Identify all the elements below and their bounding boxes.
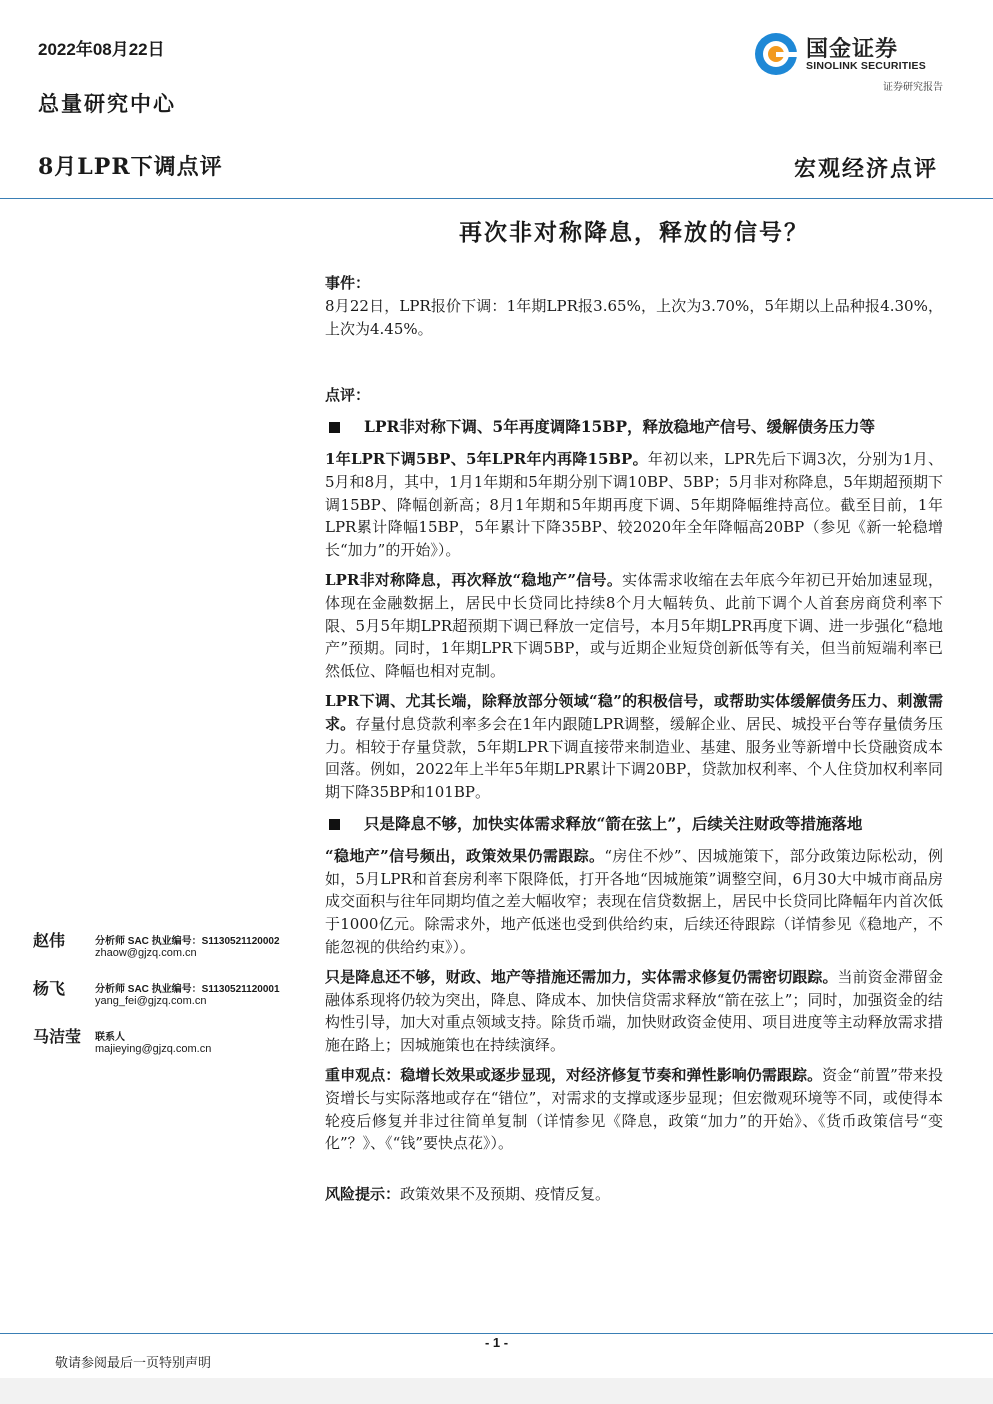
paragraph: 重申观点：稳增长效果或逐步显现，对经济修复节奏和弹性影响仍需跟踪。资金“前置”带来投资增长与实际落地或存在“错位”，对需求的支撑或逐步显现；但宏微观环境等不同，或使得本轮疫后修复并非过往简单复制（详情参见《降息，政策“加力”的开始》、《货币政策信号“变化”？》、《“钱”要快点花》）。: [325, 1065, 943, 1153]
footer-divider: [0, 1333, 993, 1334]
logo-mark-icon: [754, 32, 798, 76]
department-name: 总量研究中心: [38, 91, 176, 116]
analyst-email[interactable]: zhaow@gjzq.com.cn: [95, 947, 197, 959]
paragraph: LPR非对称降息，再次释放“稳地产”信号。实体需求收缩在去年底今年初已开始加速显现，体现在金融数据上，居民中长贷同比持续8个月大幅转负、此前下调个人首套房商贷利率下限、5月5年期LPR超预期下调已释放一定信号，本月5年期LPR再度下调、进一步强化“稳地产”预期。同时，1年期LPR下调5BP，或与近期企业短贷创新低等有关，但当前短端利率已然低位、降幅也相对克制。: [325, 570, 943, 681]
event-text: 8月22日，LPR报价下调：1年期LPR报3.65%，上次为3.70%，5年期以上品种报4.30%，上次为4.45%。: [325, 296, 943, 338]
analyst-entry: [33, 928, 313, 976]
report-date: 2022年08月22日: [38, 40, 165, 59]
company-logo: [754, 30, 944, 78]
analyst-list: [33, 928, 313, 1072]
paragraph: “稳地产”信号频出，政策效果仍需跟踪。“房住不炒”、因城施策下，部分政策边际松动，例如，5月LPR和首套房利率下限降低，打开各地“因城施策”调整空间，6月30大中城市商品房成交面积与往年同期均值之差大幅收窄；表现在信贷数据上，居民中长贷同比降幅年内首次低于1000亿元。除需求外，地产低迷也受到供给约束，后续还待跟踪（详情参见《稳地产，不能忽视的供给约束》）。: [325, 846, 943, 956]
header-divider: [0, 198, 993, 199]
risk-warning: 风险提示：政策效果不及预期、疫情反复。: [325, 1185, 611, 1204]
analyst-name: 杨飞: [33, 979, 66, 998]
analyst-role: 联系人: [95, 1032, 125, 1043]
paragraph: 1年LPR下调5BP、5年LPR年内再降15BP。年初以来，LPR先后下调3次，分别为1月、5月和8月，其中，1月1年期和5年期分别下调10BP、5BP；5月非对称降息，5年期超预期下调15BP、降幅创新高；8月1年期和5年期再度下调、5年期降幅维持高位。截至目前，1年LPR累计降幅15BP，5年累计下降35BP、较2020年全年降幅高20BP（参见《新一轮稳增长“加力”的开始》）。: [325, 449, 944, 560]
main-content: [325, 272, 943, 1206]
analyst-email[interactable]: yang_fei@gjzq.com.cn: [95, 995, 207, 1007]
analyst-role: 分析师 SAC 执业编号：S1130521120001: [95, 984, 280, 995]
analyst-name: 赵伟: [33, 931, 66, 950]
section-heading: 只是降息不够，加快实体需求释放“箭在弦上”，后续关注财政等措施落地: [325, 813, 943, 836]
analyst-entry: [33, 976, 313, 1024]
square-bullet-icon: [329, 422, 340, 433]
analyst-email[interactable]: majieying@gjzq.com.cn: [95, 1043, 212, 1055]
article-headline: 再次非对称降息，释放的信号？: [459, 219, 809, 246]
page-number: - 1 -: [484, 1335, 509, 1350]
analyst-entry: [33, 1024, 313, 1072]
report-category: 宏观经济点评: [793, 156, 938, 182]
page-bottom-band: [0, 1378, 993, 1404]
paragraph: 只是降息还不够，财政、地产等措施还需加力，实体需求修复仍需密切跟踪。当前资金滞留金融体系现将仍较为突出，降息、降成本、加快信贷需求释放“箭在弦上”；同时，加强资金的结构性引导，加大对重点领域支持。除货币端，加快财政资金使用、项目进度等主动释放需求措施在路上；因城施策也在持续演绎。: [325, 967, 943, 1055]
report-type-label: 证券研究报告: [883, 82, 943, 93]
event-label: 事件：: [325, 274, 371, 292]
logo-text-en: SINOLINK SECURITIES: [806, 60, 926, 72]
disclaimer-note: 敬请参阅最后一页特别声明: [55, 1356, 212, 1371]
analyst-name: 马洁莹: [33, 1027, 82, 1046]
analyst-role: 分析师 SAC 执业编号：S1130521120002: [95, 936, 280, 947]
paragraph: LPR下调、尤其长端，除释放部分领域“稳”的积极信号，或帮助实体缓解债务压力、刺激需求。存量付息贷款利率多会在1年内跟随LPR调整，缓解企业、居民、城投平台等存量债务压力。相较于存量贷款，5年期LPR下调直接带来制造业、基建、服务业等新增中长贷融资成本回落。例如，2022年上半年5年期LPR累计下调20BP，贷款加权利率、个人住贷加权利率同期下降35BP和101BP。: [325, 691, 943, 802]
comment-label: 点评：: [325, 386, 371, 405]
logo-text-cn: 国金证券: [806, 37, 899, 62]
square-bullet-icon: [329, 819, 340, 830]
report-title: 8月LPR下调点评: [38, 154, 223, 180]
section-heading: LPR非对称下调、5年再度调降15BP，释放稳地产信号、缓解债务压力等: [325, 416, 943, 439]
